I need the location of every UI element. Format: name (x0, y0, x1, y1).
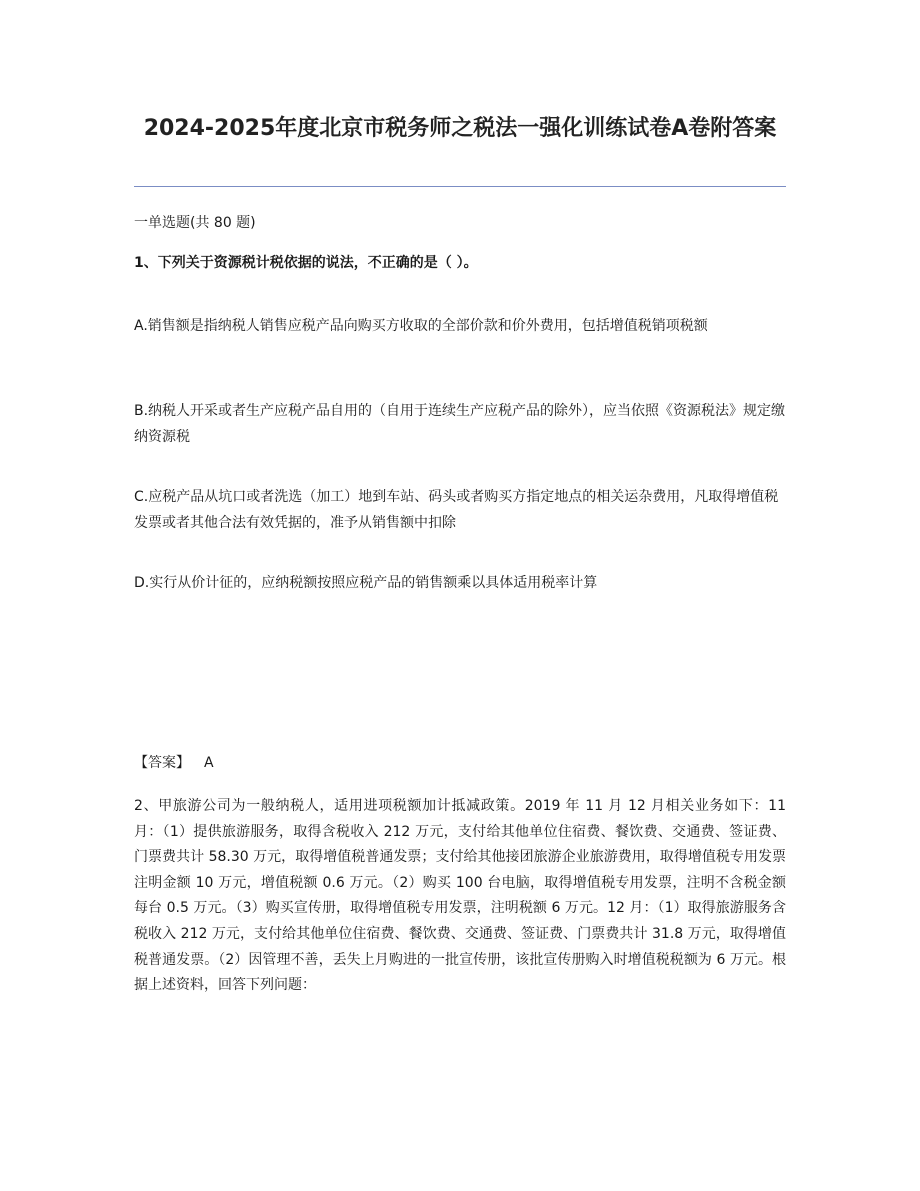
question-1-stem: 1、下列关于资源税计税依据的说法，不正确的是（ ）。 (134, 255, 478, 271)
title-divider (134, 186, 786, 187)
answer-value: A (204, 755, 214, 771)
question-1-answer (134, 753, 214, 773)
question-1-option-c: C.应税产品从坑口或者洗选（加工）地到车站、码头或者购买方指定地点的相关运杂费用，凡取得增值税发票或者其他合法有效凭据的，准予从销售额中扣除 (134, 489, 779, 531)
answer-label: 【答案】 (134, 755, 190, 771)
question-1-option-a: A.销售额是指纳税人销售应税产品向购买方收取的全部价款和价外费用，包括增值税销项税额 (134, 318, 708, 334)
question-1-option-b: B.纳税人开采或者生产应税产品自用的（自用于连续生产应税产品的除外），应当依照《资源税法》规定缴纳资源税 (134, 403, 786, 445)
question-1-option-d: D.实行从价计征的，应纳税额按照应税产品的销售额乘以具体适用税率计算 (134, 575, 598, 591)
document-title: 2024-2025年度北京市税务师之税法一强化训练试卷A卷附答案 (143, 116, 777, 141)
question-2-stem: 2、甲旅游公司为一般纳税人，适用进项税额加计抵减政策。2019 年 11 月 12 月相关业务如下：11 月：（1）提供旅游服务，取得含税收入 212 万元，支付给其他单位住宿费、餐饮费、交通费、签证费、门票费共计 58.30 万元，取得增值税普通发票；支付给其他接团旅游企业旅游费用，取得增值税专用发票注明金额 10 万元，增值税额 0.6 万元。（2）购买 100 台电脑，取得增值税专用发票，注明不含税金额每台 0.5 万元。（3）购买宣传册，取得增值税专用发票，注明税额 6 万元。12 月：（1）取得旅游服务含税收入 212 万元，支付给其他单位住宿费、餐饮费、交通费、签证费、门票费共计 31.8 万元，取得增值税普通发票。（2）因管理不善，丢失上月购进的一批宣传册，该批宣传册购入时增值税税额为 6 万元。根据上述资料，回答下列问题： (134, 798, 786, 994)
section-heading: 一单选题(共 80 题) (134, 215, 256, 231)
